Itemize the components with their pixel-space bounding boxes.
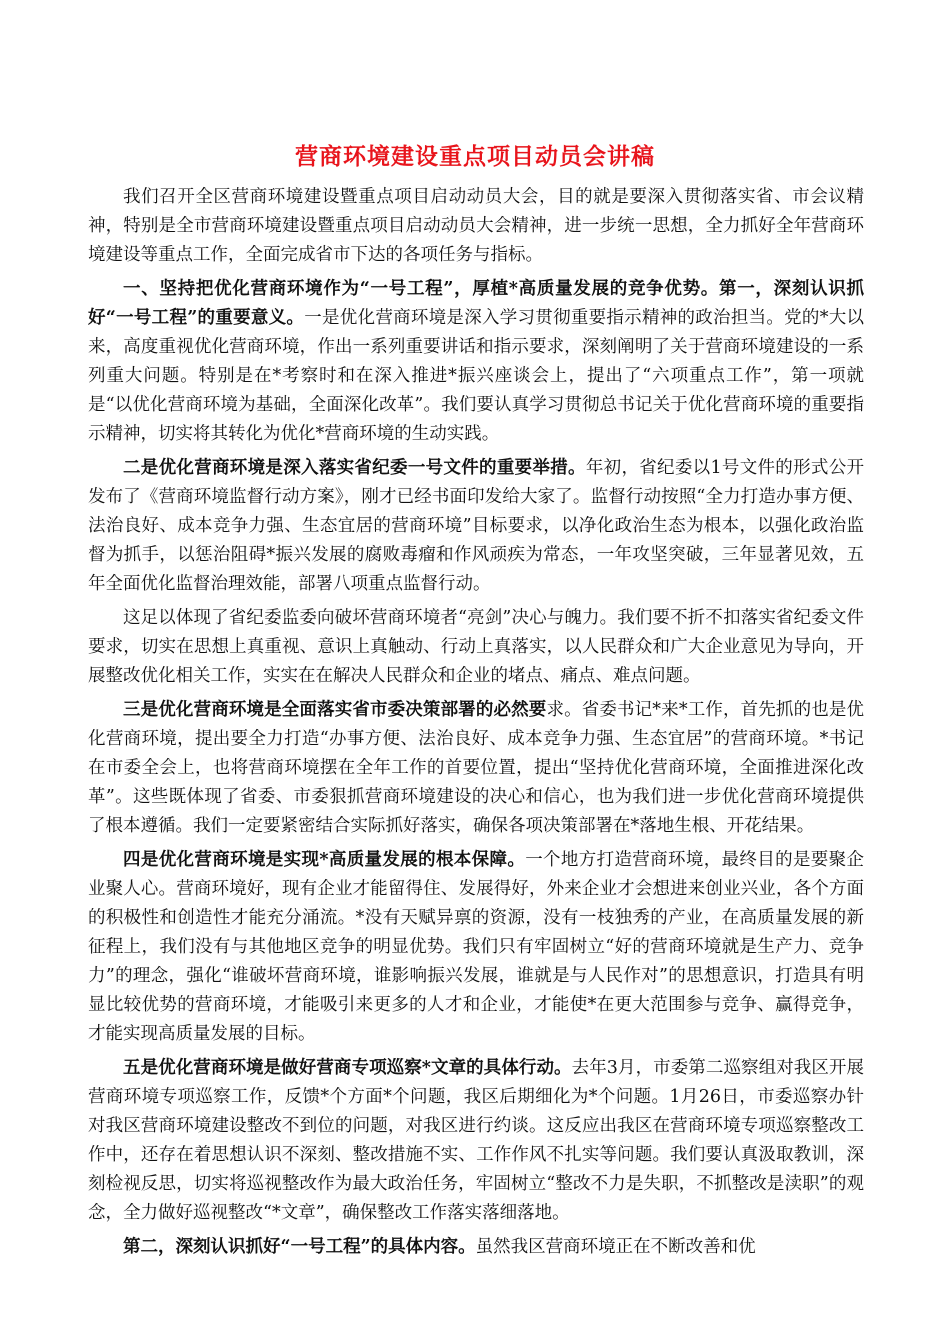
paragraph [88,454,864,599]
paragraph [88,1233,864,1262]
paragraph-lead: 五是优化营商环境是做好营商专项巡察*文章的具体行动。 [123,1058,572,1078]
paragraph [88,604,864,691]
paragraph-text: 虽然我区营商环境正在不断改善和优 [475,1237,756,1257]
paragraph [88,275,864,449]
paragraph-lead: 四是优化营商环境是实现*高质量发展的根本保障。 [123,850,526,870]
paragraph-text: 一个地方打造营商环境，最终目的是要聚企业聚人心。营商环境好，现有企业才能留得住、发展得好，外来企业才会想进来创业兴业，各个方面的积极性和创造性才能充分涌流。*没有天赋异禀的资源，没有一枝独秀的产业，在高质量发展的新征程上，我们没有与其他地区竞争的明显优势。我们只有牢固树立“好的营商环境就是生产力、竞争力”的理念，强化“谁破坏营商环境，谁影响振兴发展，谁就是与人民作对”的思想意识，打造具有明显比较优势的营商环境，才能吸引来更多的人才和企业，才能使*在更大范围参与竞争、赢得竞争，才能实现高质量发展的目标。 [88,850,864,1044]
paragraph [88,846,864,1049]
paragraph [88,183,864,270]
paragraph-lead: 第二，深刻认识抓好“一号工程”的具体内容。 [123,1237,476,1257]
paragraph-text: 一是优化营商环境是深入学习贯彻重要指示精神的政治担当。党的*大以来，高度重视优化营商环境，作出一系列重要讲话和指示要求，深刻阐明了关于营商环境建设的一系列重大问题。特别是在*考察时和在深入推进*振兴座谈会上，提出了“六项重点工作”，第一项就是“以优化营商环境为基础，全面深化改革”。我们要认真学习贯彻总书记关于优化营商环境的重要指示精神，切实将其转化为优化*营商环境的生动实践。 [88,308,864,444]
document-body [88,183,864,1267]
paragraph-lead: 二是优化营商环境是深入落实省纪委一号文件的重要举措。 [123,458,586,478]
paragraph [88,696,864,841]
paragraph-text: 年初，省纪委以1号文件的形式公开发布了《营商环境监督行动方案》，刚才已经书面印发给大家了。监督行动按照“全力打造办事方便、法治良好、成本竞争力强、生态宜居的营商环境”目标要求，以净化政治生态为根本，以强化政治监督为抓手，以惩治阻碍*振兴发展的腐败毒瘤和作风顽疾为常态，一年攻坚突破，三年显著见效，五年全面优化监督治理效能，部署八项重点监督行动。 [88,458,864,594]
paragraph-lead: 一、坚持把优化营商环境作为“一号工程”，厚植*高质量发展的竞争优势。第一，深刻认识抓好“一号工程”的重要意义。 [88,279,864,328]
paragraph-text: 我们召开全区营商环境建设暨重点项目启动动员大会，目的就是要深入贯彻落实省、市会议精神，特别是全市营商环境建设暨重点项目启动动员大会精神，进一步统一思想，全力抓好全年营商环境建设等重点工作，全面完成省市下达的各项任务与指标。 [88,187,864,265]
paragraph-text: 去年3月，市委第二巡察组对我区开展营商环境专项巡察工作，反馈*个方面*个问题，我区后期细化为*个问题。1月26日，市委巡察办针对我区营商环境建设整改不到位的问题，对我区进行约谈。这反应出我区在营商环境专项巡察整改工作中，还存在着思想认识不深刻、整改措施不实、工作作风不扎实等问题。我们要认真汲取教训，深刻检视反思，切实将巡视整改作为最大政治任务，牢固树立“整改不力是失职，不抓整改是渎职”的观念，全力做好巡视整改“*文章”，确保整改工作落实落细落地。 [88,1058,864,1223]
paragraph-text: 求。省委书记*来*工作，首先抓的也是优化营商环境，提出要全力打造“办事方便、法治良好、成本竞争力强、生态宜居”的营商环境。*书记在市委全会上，也将营商环境摆在全年工作的首要位置，提出“坚持优化营商环境，全面推进深化改革”。这些既体现了省委、市委狠抓营商环境建设的决心和信心，也为我们进一步优化营商环境提供了根本遵循。我们一定要紧密结合实际抓好落实，确保各项决策部署在*落地生根、开花结果。 [88,700,865,836]
document-title: 营商环境建设重点项目动员会讲稿 [295,143,655,170]
paragraph-text: 这足以体现了省纪委监委向破坏营商环境者“亮剑”决心与魄力。我们要不折不扣落实省纪委文件要求，切实在思想上真重视、意识上真触动、行动上真落实，以人民群众和广大企业意见为导向，开展整改优化相关工作，实实在在解决人民群众和企业的堵点、痛点、难点问题。 [88,608,864,686]
paragraph-lead: 三是优化营商环境是全面落实省市委决策部署的必然要 [123,700,547,720]
paragraph [88,1054,864,1228]
